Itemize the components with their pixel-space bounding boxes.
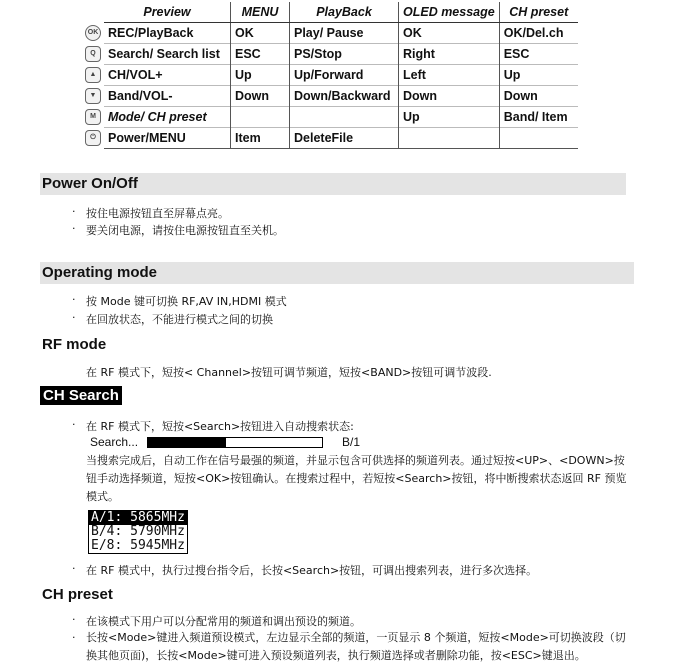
key-function-table [82, 2, 578, 149]
power-key-icon: ⏻ [85, 130, 101, 146]
table-header-row [82, 2, 578, 23]
mode-key-icon: M [85, 109, 101, 125]
table-cell: Search/ Search list [104, 44, 231, 65]
table-header: OLED message [399, 2, 500, 23]
table-header: Preview [104, 2, 231, 23]
rf-description: 在 RF 模式下，短按< Channel>按钮可调节频道，短按<BAND>按钮可调节波段. [86, 366, 492, 379]
bullet: · [72, 562, 76, 575]
section-title-power: Power On/Off [40, 173, 626, 195]
bullet: · [72, 418, 76, 431]
table-cell: OK [231, 23, 290, 44]
table-header-icon [82, 2, 104, 23]
table-row [82, 65, 578, 86]
table-cell: ESC [231, 44, 290, 65]
table-cell [290, 107, 399, 128]
table-cell: Down [399, 86, 500, 107]
table-row [82, 128, 578, 149]
table-cell-icon [82, 128, 104, 149]
oled-line: B/4: 5790MHz [91, 524, 185, 539]
table-header: CH preset [499, 2, 578, 23]
table-cell: PS/Stop [290, 44, 399, 65]
section-title-operating: Operating mode [40, 262, 634, 284]
table-cell-icon [82, 23, 104, 44]
table-cell: Up [499, 65, 578, 86]
table-cell: Mode/ CH preset [104, 107, 231, 128]
search-progress-bar [147, 437, 323, 448]
list-item: 在回放状态，不能进行模式之间的切换 [86, 313, 273, 326]
table-cell: Up/Forward [290, 65, 399, 86]
table-cell: Down [231, 86, 290, 107]
section-title-ch-preset: CH preset [42, 586, 113, 603]
bullet: · [72, 631, 76, 644]
table-cell: Band/VOL- [104, 86, 231, 107]
table-cell: Power/MENU [104, 128, 231, 149]
table-cell [399, 128, 500, 149]
table-header: MENU [231, 2, 290, 23]
bullet: · [72, 311, 76, 324]
table-row [82, 44, 578, 65]
table-cell: Play/ Pause [290, 23, 399, 44]
table-cell: Up [231, 65, 290, 86]
table-cell-icon [82, 86, 104, 107]
oled-line-selected: A/1: 5865MHz [91, 510, 185, 525]
table-cell: Down [499, 86, 578, 107]
table-cell: Up [399, 107, 500, 128]
oled-channel-list [88, 510, 188, 554]
table-cell: Right [399, 44, 500, 65]
table-cell [231, 107, 290, 128]
table-row [82, 107, 578, 128]
table-cell: OK/Del.ch [499, 23, 578, 44]
bullet: · [72, 613, 76, 626]
table-cell-icon [82, 65, 104, 86]
search-label: Search... [90, 435, 139, 449]
table-cell: Left [399, 65, 500, 86]
table-cell-icon [82, 107, 104, 128]
up-key-icon: ▲ [85, 67, 101, 83]
table-cell: DeleteFile [290, 128, 399, 149]
search-description: 当搜索完成后，自动工作在信号最强的频道，并显示包含可供选择的频道列表。通过短按<UP>、<DOWN>按钮手动选择频道，短按<OK>按钮确认。在搜索过程中，若短按<Search>按钮，将中断搜索状态返回 RF 预览模式。 [86, 454, 627, 503]
table-cell: ESC [499, 44, 578, 65]
table-row [82, 23, 578, 44]
list-item: 在该模式下用户可以分配常用的频道和调出预设的频道。 [86, 615, 361, 628]
search-band: B/1 [342, 435, 361, 449]
table-cell: Down/Backward [290, 86, 399, 107]
list-item: 在 RF 模式下，短按<Search>按钮进入自动搜索状态: [86, 420, 354, 433]
search-key-icon: Q [85, 46, 101, 62]
table-row [82, 86, 578, 107]
section-title-rf: RF mode [42, 336, 107, 353]
table-cell: Item [231, 128, 290, 149]
ok-key-icon: OK [85, 25, 101, 41]
table-cell: CH/VOL+ [104, 65, 231, 86]
list-item: 按 Mode 键可切换 RF,AV IN,HDMI 模式 [86, 295, 287, 308]
table-cell: REC/PlayBack [104, 23, 231, 44]
list-item: 在 RF 模式中，执行过搜台指令后，长按<Search>按钮，可调出搜索列表，进行多次选择。 [86, 564, 538, 577]
table-cell: OK [399, 23, 500, 44]
table-header: PlayBack [290, 2, 399, 23]
bullet: · [72, 222, 76, 235]
table-cell: Band/ Item [499, 107, 578, 128]
bullet: · [72, 293, 76, 306]
table-cell-icon [82, 44, 104, 65]
list-item: 按住电源按钮直至屏幕点亮。 [86, 207, 229, 220]
section-title-ch-search: CH Search [40, 386, 122, 405]
table-cell [499, 128, 578, 149]
search-progress-fill [148, 438, 226, 447]
down-key-icon: ▼ [85, 88, 101, 104]
oled-line: E/8: 5945MHz [91, 538, 185, 553]
list-item: 长按<Mode>键进入频道预设模式，左边显示全部的频道，一页显示 8 个频道，短按<Mode>可切换波段（切换其他页面)，长按<Mode>键可进入预设频道列表，执行频道选择或者删除功能，按<ESC>键退出。 [86, 631, 626, 662]
list-item: 要关闭电源，请按住电源按钮直至关机。 [86, 224, 284, 237]
bullet: · [72, 205, 76, 218]
